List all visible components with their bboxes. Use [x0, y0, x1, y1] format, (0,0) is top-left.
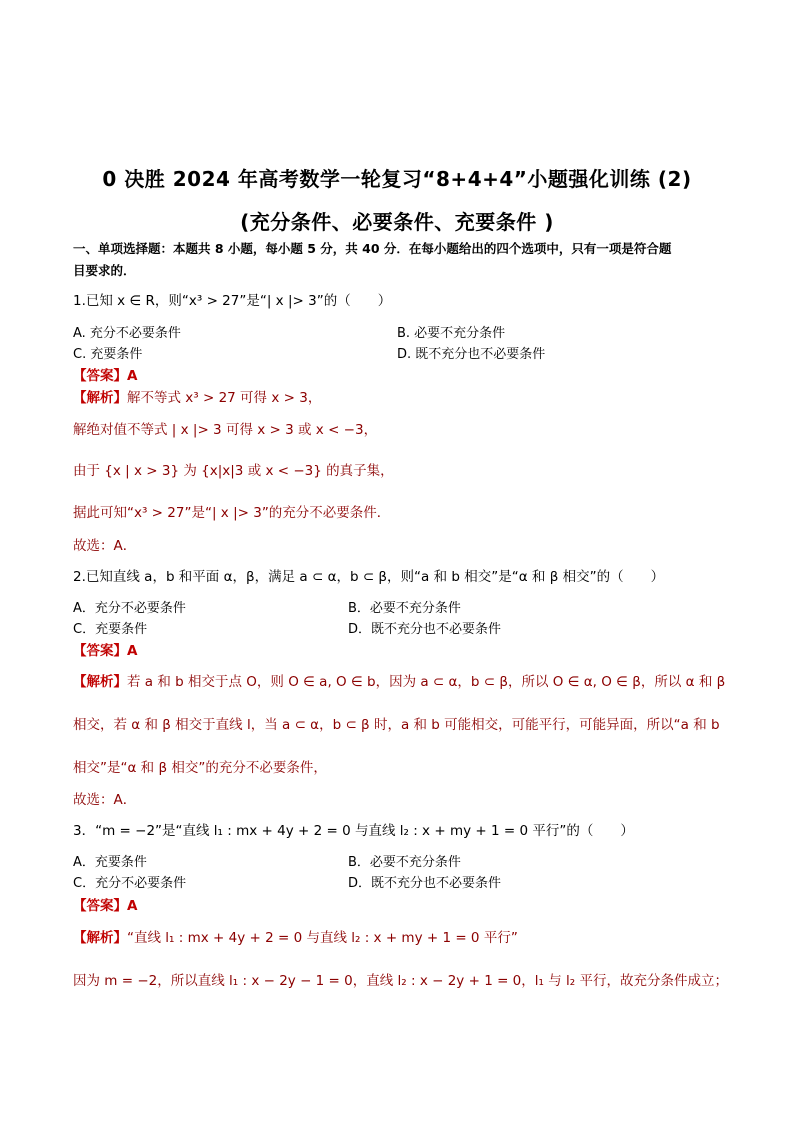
q2-answer	[73, 642, 137, 660]
question-2-stem: 2.已知直线 a，b 和平面 α，β，满足 a ⊂ α，b ⊂ β，则“a 和 b 相交”是“α 和 β 相交”的（ ）	[73, 569, 665, 585]
section-header-cont: 目要求的．	[73, 263, 136, 278]
q1-answer-tag: 【答案】	[73, 368, 127, 384]
q1-option-c: C. 充要条件	[73, 347, 143, 362]
q1-option-d: D. 既不充分也不必要条件	[397, 347, 546, 362]
q3-answer	[73, 897, 137, 915]
q2-analysis-line-3: 相交”是“α 和 β 相交”的充分不必要条件，	[73, 760, 327, 776]
q3-analysis-tag: 【解析】	[73, 930, 127, 946]
q1-analysis-line-5: 故选：A．	[73, 538, 137, 554]
q2-answer-value: A	[127, 643, 138, 659]
q2-analysis-text-1: 若 a 和 b 相交于点 O，则 O ∈ a, O ∈ b，因为 a ⊂ α，b ⊂ β，所以 O ∈ α, O ∈ β，所以 α 和 β	[127, 674, 726, 690]
q1-analysis-line-4: 据此可知“x³ > 27”是“| x |> 3”的充分不必要条件．	[73, 505, 391, 521]
q2-analysis-line-2: 相交，若 α 和 β 相交于直线 l，当 a ⊂ α，b ⊂ β 时，a 和 b 可能相交，可能平行，可能异面，所以“a 和 b	[73, 717, 720, 733]
q2-analysis-tag: 【解析】	[73, 674, 127, 690]
q2-analysis-line-1	[73, 673, 725, 691]
q3-option-b: B．必要不充分条件	[348, 855, 461, 870]
q1-option-b: B. 必要不充分条件	[397, 326, 506, 341]
question-1-stem: 1.已知 x ∈ R，则“x³ > 27”是“| x |> 3”的（ ）	[73, 293, 392, 309]
q1-analysis-line-1	[73, 389, 321, 407]
q3-option-a: A．充要条件	[73, 855, 147, 870]
q3-analysis-line-1	[73, 929, 518, 947]
q3-option-c: C．充分不必要条件	[73, 876, 187, 891]
question-3-stem: 3．“m = −2”是“直线 l₁ : mx + 4y + 2 = 0 与直线 l₂ : x + my + 1 = 0 平行”的（ ）	[73, 823, 634, 839]
q1-answer	[73, 367, 137, 385]
q1-analysis-tag: 【解析】	[73, 390, 127, 406]
q1-analysis-line-2: 解绝对值不等式 | x |> 3 可得 x > 3 或 x < −3，	[73, 422, 378, 438]
q3-answer-value: A	[127, 898, 138, 914]
q1-option-a: A. 充分不必要条件	[73, 326, 181, 341]
q3-answer-tag: 【答案】	[73, 898, 127, 914]
q3-analysis-text-1: “直线 l₁ : mx + 4y + 2 = 0 与直线 l₂ : x + my + 1 = 0 平行”	[127, 930, 518, 946]
q1-analysis-text-1: 解不等式 x³ > 27 可得 x > 3，	[127, 390, 322, 406]
section-header: 一、单项选择题：本题共 8 小题，每小题 5 分，共 40 分．在每小题给出的四个选项中，只有一项是符合题	[73, 241, 672, 256]
q3-option-d: D．既不充分也不必要条件	[348, 876, 502, 891]
q2-analysis-line-4: 故选：A．	[73, 792, 137, 808]
document-title: 0 决胜 2024 年高考数学一轮复习“8+4+4”小题强化训练 (2)	[102, 167, 692, 191]
q2-option-b: B．必要不充分条件	[348, 601, 461, 616]
q2-option-c: C．充要条件	[73, 622, 148, 637]
q2-answer-tag: 【答案】	[73, 643, 127, 659]
q2-option-d: D．既不充分也不必要条件	[348, 622, 502, 637]
q3-analysis-line-2: 因为 m = −2，所以直线 l₁ : x − 2y − 1 = 0，直线 l₂ : x − 2y + 1 = 0，l₁ 与 l₂ 平行，故充分条件成立；	[73, 973, 728, 989]
q1-analysis-line-3: 由于 {x | x > 3} 为 {x|x|3 或 x < −3} 的真子集，	[73, 463, 394, 479]
q2-option-a: A．充分不必要条件	[73, 601, 186, 616]
q1-answer-value: A	[127, 368, 138, 384]
document-subtitle: (充分条件、必要条件、充要条件 )	[240, 210, 554, 234]
